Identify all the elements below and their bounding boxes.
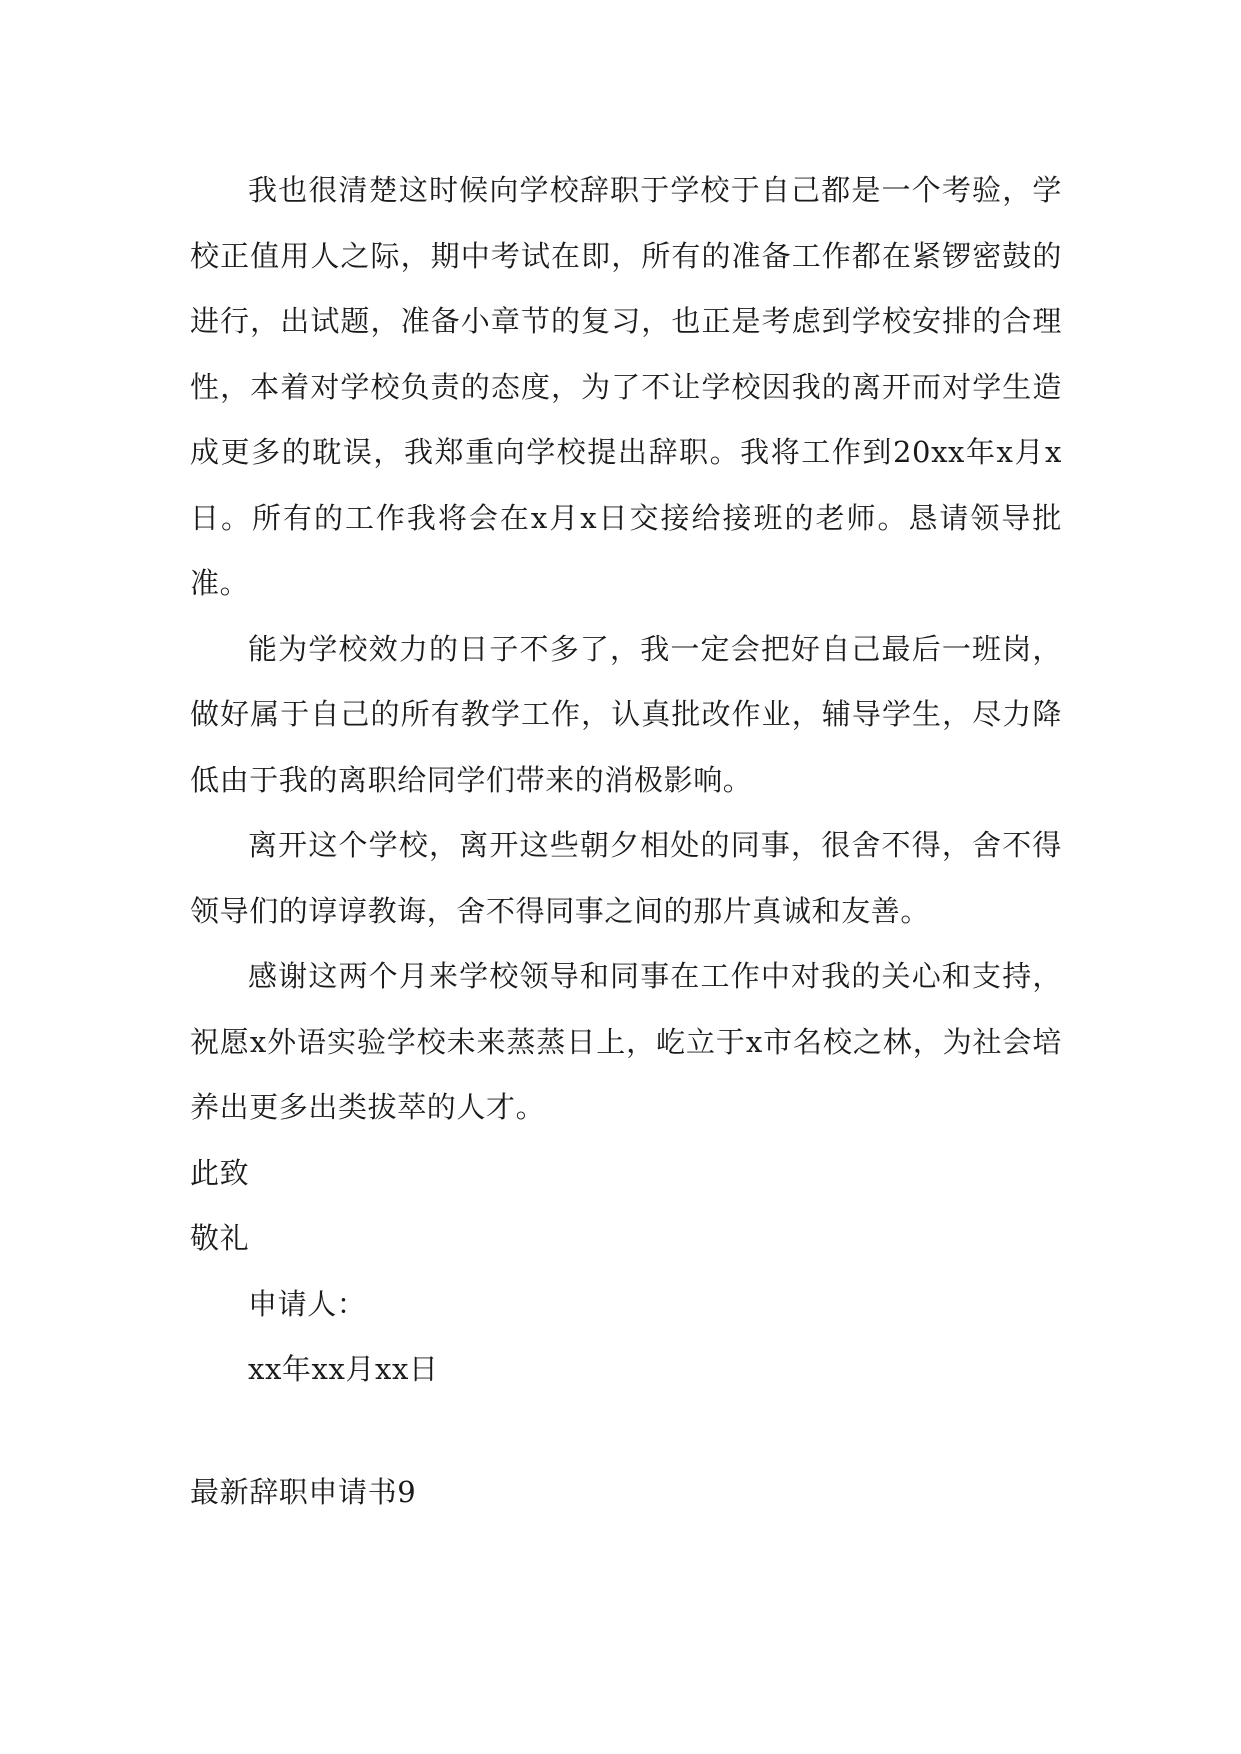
- closing-salutation-2: 敬礼: [190, 1221, 250, 1255]
- paragraph-2: 能为学校效力的日子不多了，我一定会把好自己最后一班岗，做好属于自己的所有教学工作，认真批改作业，辅导学生，尽力降低由于我的离职给同学们带来的消极影响。: [190, 631, 1062, 797]
- next-section-title: 最新辞职申请书9: [190, 1475, 417, 1509]
- applicant-label: 申请人：: [248, 1286, 367, 1321]
- paragraph-4: 感谢这两个月来学校领导和同事在工作中对我的关心和支持，祝愿x外语实验学校未来蒸蒸日上，屹立于x市名校之林，为社会培养出更多出类拔萃的人才。: [190, 959, 1062, 1124]
- letter-body: [190, 158, 1062, 1403]
- closing-salutation-1: 此致: [190, 1155, 250, 1190]
- paragraph-3: 离开这个学校，离开这些朝夕相处的同事，很舍不得，舍不得领导们的谆谆教诲，舍不得同事之间的那片真诚和友善。: [190, 828, 1062, 928]
- signature-date: xx年xx月xx日: [248, 1352, 439, 1386]
- paragraph-1: 我也很清楚这时候向学校辞职于学校于自己都是一个考验，学校正值用人之际，期中考试在即，所有的准备工作都在紧锣密鼓的进行，出试题，准备小章节的复习，也正是考虑到学校安排的合理性，本着对学校负责的态度，为了不让学校因我的离开而对学生造成更多的耽误，我郑重向学校提出辞职。我将工作到20xx年x月x日。所有的工作我将会在x月x日交接给接班的老师。恳请领导批准。: [190, 173, 1062, 600]
